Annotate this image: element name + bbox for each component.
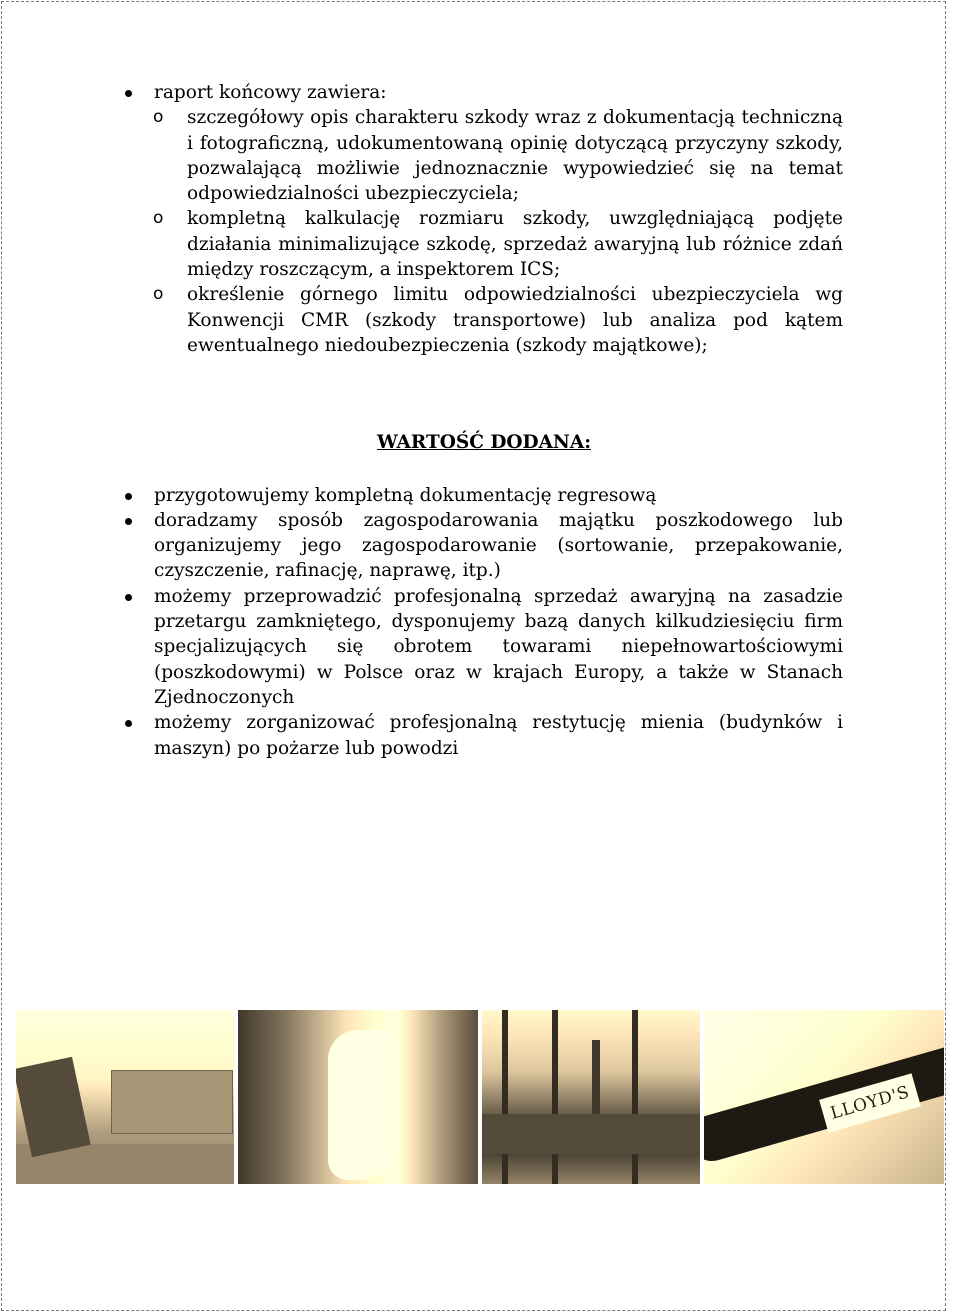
sub-list-item	[125, 105, 843, 206]
list-item-text: przygotowujemy kompletną dokumentację regresową	[154, 484, 657, 506]
list-item-text: doradzamy sposób zagospodarowania majątku poszkodowego lub organizujemy jego zagospodarowanie (sortowanie, przepakowanie, czyszczenie, rafinację, naprawę, itp.)	[154, 509, 843, 582]
bullet-icon	[125, 518, 132, 525]
sub-list-item	[125, 282, 843, 358]
list-item	[125, 584, 843, 710]
bullet-icon	[125, 594, 132, 601]
sub-list-item	[125, 206, 843, 282]
list-item	[125, 508, 843, 584]
sub-bullet-icon: o	[153, 284, 164, 305]
list-item-text: możemy przeprowadzić profesjonalną sprzedaż awaryjną na zasadzie przetargu zamkniętego, dysponujemy bazą danych kilkudziesięciu firm specjalizujących się obrotem towarami niepełnowartościowymi (poszkodowymi) w Polsce oraz w krajach Europy, a także w Stanach Zjednoczonych	[154, 585, 843, 708]
sub-list-item-text: określenie górnego limitu odpowiedzialności ubezpieczyciela wg Konwencji CMR (szkody transportowe) lub analiza pod kątem ewentualnego niedoubezpieczenia (szkody majątkowe);	[187, 284, 843, 356]
photo-damaged-containers	[16, 1010, 234, 1184]
list-item	[125, 710, 843, 761]
deck-shape	[482, 1114, 700, 1154]
photo-strip	[16, 1010, 944, 1184]
sub-list-item-text: szczegółowy opis charakteru szkody wraz z dokumentacją techniczną i fotograficzną, udokumentowaną opinię dotyczącą przyczyny szkody, pozwalającą możliwie jednoznacznie wypowiedzieć się na temat odpowiedzialności ubezpieczyciela;	[187, 107, 843, 205]
crane-rack-shape	[632, 1010, 638, 1184]
sub-list	[125, 105, 843, 358]
bullet-icon	[125, 493, 132, 500]
photo-lloyds-pen	[704, 1010, 944, 1184]
list-item	[125, 80, 843, 105]
photo-damaged-cargo	[238, 1010, 478, 1184]
bullet-icon	[125, 90, 132, 97]
sub-list-item-text: kompletną kalkulację rozmiaru szkody, uwzględniającą podjęte działania minimalizujące szkodę, sprzedaż awaryjną lub różnice zdań między roszczącym, a inspektorem ICS;	[187, 208, 843, 281]
document-body	[125, 80, 843, 761]
debris-shape	[328, 1030, 398, 1180]
crane-rack-shape	[552, 1010, 558, 1184]
list-item	[125, 483, 843, 508]
photo-port-cranes	[482, 1010, 700, 1184]
list-item-text: możemy zorganizować profesjonalną restytucję mienia (budynków i maszyn) po pożarze lub powodzi	[154, 712, 843, 759]
bullet-icon	[125, 720, 132, 727]
overturned-crane-shape	[16, 1057, 91, 1158]
list-item-text: raport końcowy zawiera:	[154, 82, 387, 103]
sub-bullet-icon: o	[153, 107, 164, 128]
sub-bullet-icon: o	[153, 208, 164, 229]
container-shape	[111, 1070, 233, 1134]
lloyds-logo: LLOYD'S	[819, 1073, 921, 1132]
crane-rack-shape	[502, 1010, 508, 1184]
section-title: WARTOŚĆ DODANA:	[376, 432, 592, 454]
